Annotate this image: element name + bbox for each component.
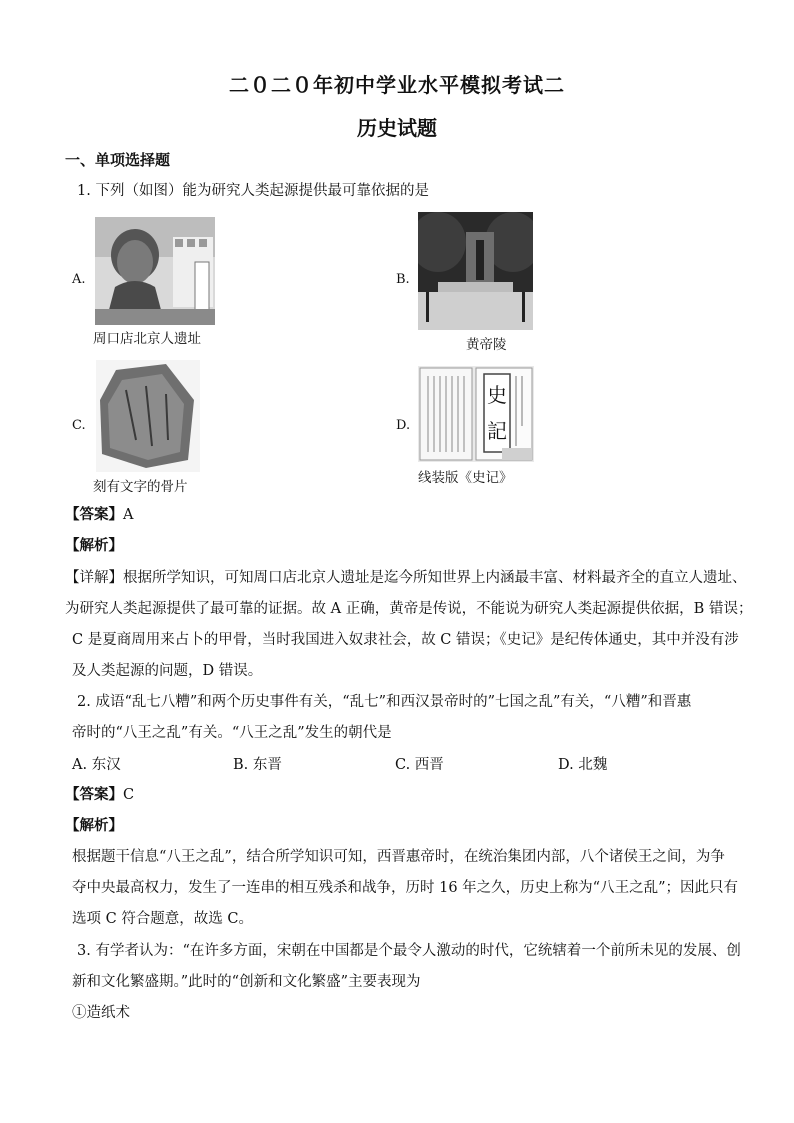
q2-analysis-line-3: 选项 C 符合题意，故选 C。 (72, 911, 254, 927)
q2-analysis-line-2: 夺中央最高权力，发生了一连串的相互残杀和战争，历时 16 年之久，历史上称为“八王之乱”；因此只有 (72, 880, 738, 896)
q2-analysis-label: 【解析】 (65, 817, 123, 834)
q2-answer-label: 【答案】 (65, 786, 123, 803)
q1-detail-line-1: 【详解】根据所学知识，可知周口店北京人遗址是迄今所知世界上内涵最丰富、材料最齐全的直立人遗址、 (65, 570, 747, 586)
book-char-1: 史 (487, 383, 507, 407)
q1-detail-line-3: C 是夏商周用来占卜的甲骨，当时我国进入奴隶社会，故 C 错误；《史记》是纪传体通史，其中并没有涉 (72, 632, 739, 648)
section-heading: 一、单项选择题 (65, 151, 171, 169)
option-b-letter: B. (396, 272, 410, 287)
q2-option-a: A. 东汉 (72, 757, 121, 773)
q2-analysis-line-1: 根据题干信息“八王之乱”，结合所学知识可知，西晋惠帝时，在统治集团内部，八个诸侯王之间，为争 (72, 849, 725, 865)
stele-photo-icon (418, 212, 533, 330)
q3-stem-line-1: 3. 有学者认为：“在许多方面，宋朝在中国都是个最令人激动的时代，它统辖着一个前所未见的发展、创 (77, 943, 741, 959)
q1-detail-line-2: 为研究人类起源提供了最可靠的证据。故 A 正确，黄帝是传说，不能说为研究人类起源提供依据，B 错误； (65, 601, 753, 617)
option-d-letter: D. (396, 418, 411, 433)
option-c-letter: C. (72, 418, 86, 433)
option-a-caption: 周口店北京人遗址 (93, 331, 201, 347)
q1-answer-label: 【答案】 (65, 506, 123, 523)
book-photo-icon (418, 366, 534, 462)
q2-answer-value: C (123, 787, 135, 803)
q3-item-1: ①造纸术 (72, 1005, 130, 1021)
q1-answer-row (65, 505, 133, 525)
option-b-caption: 黄帝陵 (466, 337, 507, 353)
q2-stem-line-2: 帝时的“八王之乱”有关。“八王之乱”发生的朝代是 (72, 725, 392, 741)
q2-option-c: C. 西晋 (395, 757, 444, 773)
q2-answer-row (65, 785, 134, 805)
q3-stem-line-2: 新和文化繁盛期。”此时的“创新和文化繁盛”主要表现为 (72, 974, 421, 990)
option-d-caption: 线装版《史记》 (418, 470, 513, 486)
book-char-2: 記 (487, 419, 507, 443)
bust-photo-icon (95, 217, 215, 325)
option-c-caption: 刻有文字的骨片 (93, 479, 188, 495)
page-subtitle: 历史试题 (357, 116, 437, 140)
q1-detail-line-4: 及人类起源的问题，D 错误。 (72, 663, 263, 679)
q2-option-d: D. 北魏 (558, 757, 608, 773)
q2-option-b: B. 东晋 (233, 757, 282, 773)
q1-analysis-label: 【解析】 (65, 537, 123, 554)
q1-answer-value: A (123, 507, 134, 523)
q2-stem-line-1: 2. 成语“乱七八糟”和两个历史事件有关，“乱七”和西汉景帝时的”七国之乱”有关，“八糟”和晋惠 (77, 694, 692, 710)
question-1-stem: 1. 下列（如图）能为研究人类起源提供最可靠依据的是 (77, 183, 429, 199)
oracle-bone-photo-icon (96, 360, 200, 472)
option-a-letter: A. (72, 272, 86, 287)
page-title: 二０二０年初中学业水平模拟考试二 (229, 73, 565, 97)
